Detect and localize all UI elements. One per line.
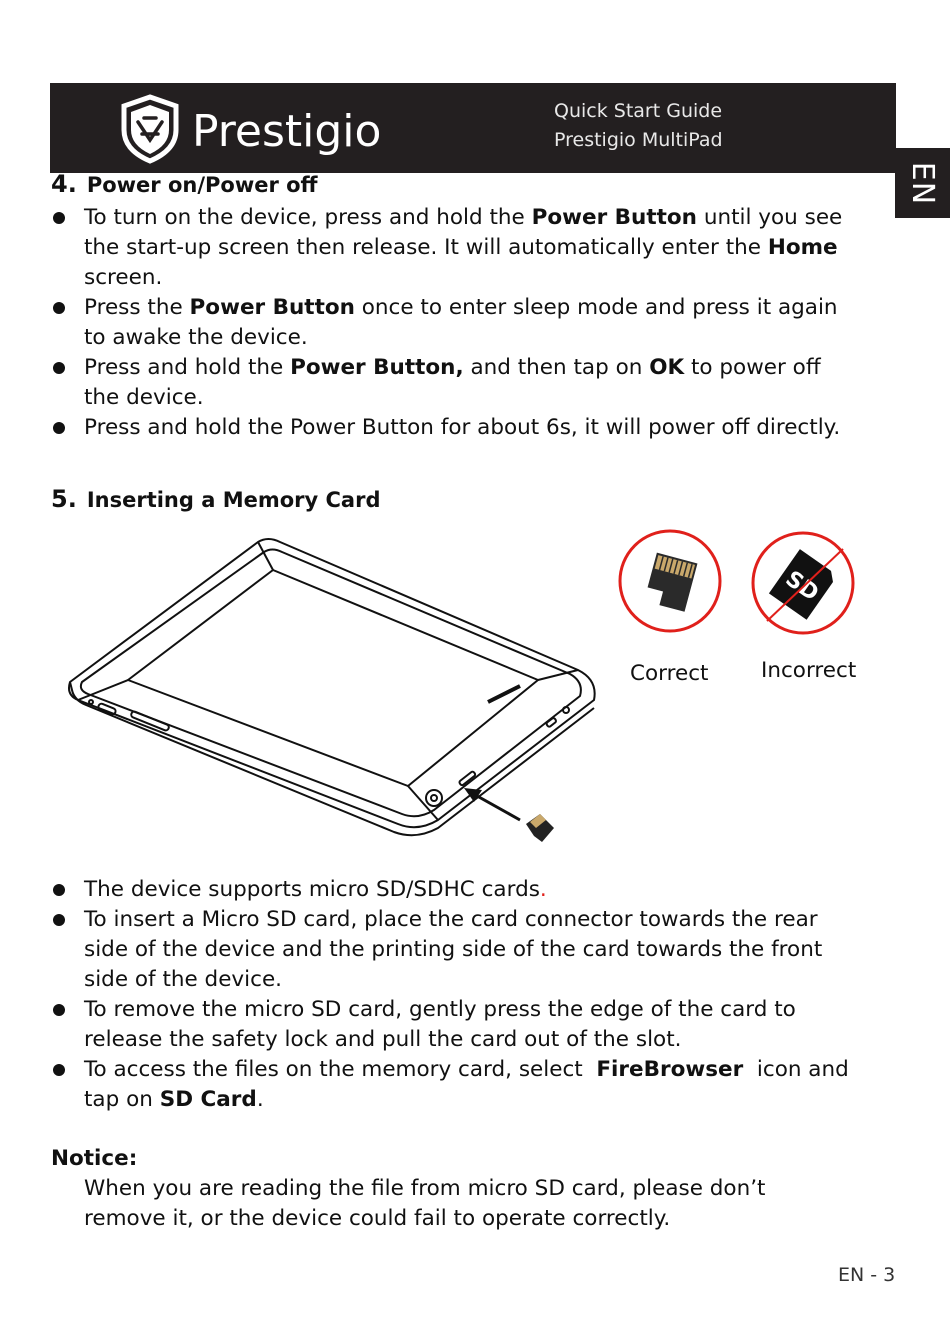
language-tab-label: EN	[905, 161, 940, 205]
section-4-list	[50, 203, 862, 443]
bold-text: OK	[649, 355, 685, 380]
red-period: .	[539, 877, 547, 902]
bold-text: Power Button	[189, 295, 355, 320]
notice-body: When you are reading the file from micro SD card, please don’t remove it, or the device could fail to operate correctly.	[84, 1176, 766, 1231]
incorrect-label: Incorrect	[761, 658, 857, 683]
bold-text: FireBrowser	[596, 1057, 744, 1082]
list-item	[50, 995, 862, 1055]
page-number: EN - 3	[838, 1264, 896, 1286]
product-name: Prestigio MultiPad	[554, 129, 723, 151]
header-text	[554, 97, 723, 155]
incorrect-card-icon	[749, 529, 857, 637]
text: .	[256, 1087, 264, 1112]
bold-text: SD Card	[159, 1087, 257, 1112]
notice-title: Notice:	[51, 1146, 138, 1171]
section-4-title	[51, 170, 318, 198]
text: once to enter sleep mode and press it again to awake the device.	[84, 295, 838, 350]
text: Press and hold the Power Button for about 6s, it will power off directly.	[84, 415, 841, 440]
bold-text: Power Button	[531, 205, 697, 230]
section-4-number: 4.	[51, 170, 77, 198]
list-item	[50, 1055, 862, 1115]
list-item	[50, 203, 862, 293]
list-item	[50, 875, 862, 905]
prestigio-logo	[114, 94, 424, 164]
list-item	[50, 353, 862, 413]
prestigio-shield-icon	[124, 97, 176, 161]
text: To access the files on the memory card, select	[84, 1057, 597, 1082]
list-item	[50, 905, 862, 995]
text: Press and hold the	[84, 355, 291, 380]
language-tab	[895, 148, 950, 218]
tablet-illustration	[58, 530, 618, 870]
list-item	[50, 293, 862, 353]
text: to power off the device.	[84, 355, 821, 410]
text: The device supports micro SD/SDHC cards	[84, 877, 540, 902]
text: until you see the start-up screen then release. It will automatically enter the	[84, 205, 843, 260]
brand-text: Prestigio	[192, 106, 382, 157]
text: To insert a Micro SD card, place the card connector towards the rear side of the device and the printing side of the card towards the front side of the device.	[84, 907, 823, 992]
header-bar	[50, 83, 896, 173]
text: Press the	[84, 295, 190, 320]
text: To remove the micro SD card, gently press the edge of the card to release the safety lock and pull the card out of the slot.	[84, 997, 796, 1052]
correct-label: Correct	[630, 661, 709, 686]
section-5-list	[50, 875, 862, 1115]
text: To turn on the device, press and hold the	[84, 205, 532, 230]
guide-title: Quick Start Guide	[554, 100, 723, 122]
micro-sd-card-icon	[526, 814, 554, 842]
text: and then tap on	[463, 355, 650, 380]
text: icon and tap on	[84, 1057, 856, 1112]
section-4-heading: Power on/Power off	[86, 173, 318, 197]
sd-logo-text: SD	[780, 566, 823, 607]
list-item	[50, 413, 862, 443]
bold-text: Home	[767, 235, 838, 260]
section-5-number: 5.	[51, 485, 77, 513]
bold-text: Power Button,	[290, 355, 464, 380]
section-5-title	[51, 485, 380, 513]
section-5-heading: Inserting a Memory Card	[86, 488, 381, 512]
text: screen.	[84, 265, 163, 290]
correct-card-icon	[616, 527, 724, 635]
arrow-icon	[464, 788, 520, 820]
